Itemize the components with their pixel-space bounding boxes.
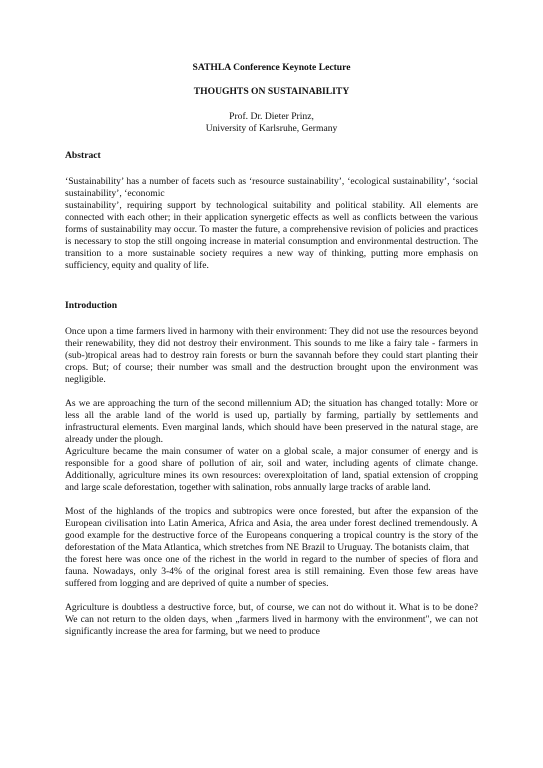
- author-affiliation: University of Karlsruhe, Germany: [205, 123, 338, 134]
- abstract-heading: Abstract: [65, 150, 101, 161]
- document-page: [65, 62, 478, 638]
- introduction-heading: Introduction: [65, 300, 118, 311]
- author-block: [65, 111, 478, 135]
- abstract-text-line2: sustainability’, requiring support by technological suitability and political stability. All elements are connected with each other; in their application synergetic effects as well as conflicts between the various forms of sustainability may occur. To master the future, a comprehensive revision of policies and practices is necessary to stop the still ongoing increase in material consumption and environmental destruction. The transition to a more sustainable society requires a new way of thinking, putting more emphasis on sufficiency, equity and quality of life.: [65, 200, 478, 271]
- author-name: Prof. Dr. Dieter Prinz,: [229, 111, 314, 122]
- intro-paragraph-5: Agriculture is doubtless a destructive force, but, of course, we can not do without it. What is to be done? We can not return to the olden days, when „farmers lived in harmony with the environment", we can not significantly increase the area for farming, but we need to produce: [65, 602, 478, 637]
- intro-paragraph-1: Once upon a time farmers lived in harmony with their environment: They did not use the resources beyond their renewability, they did not destroy their environment. This sounds to me like a fairy tale - farmers in (sub-)tropical areas had to destroy rain forests or burn the savannah before they could start planting their crops. But; of course; their number was small and the destruction brought upon the environment was negligible.: [65, 326, 478, 385]
- conference-title: SATHLA Conference Keynote Lecture: [192, 62, 351, 73]
- intro-paragraph-4-part2: the forest here was once one of the richest in the world in regard to the number of species of flora and fauna. Nowadays, only 3-4% of the original forest area is still remaining. Even those few areas have suffered from logging and are deprived of quite a number of species.: [65, 554, 478, 589]
- intro-paragraph-4: [65, 506, 478, 590]
- intro-paragraph-2: As we are approaching the turn of the second millennium AD; the situation has changed totally: More or less all the arable land of the world is used up, partially by farming, partially by settlements and infrastructural elements. Even marginal lands, which should have been preserved in the natural stage, are already under the plough.: [65, 398, 478, 445]
- paper-title: THOUGHTS ON SUSTAINABILITY: [193, 86, 350, 97]
- abstract-text-line1: ‘Sustainability’ has a number of facets such as ‘resource sustainability’, ‘ecological sustainability’, ‘social sustainability’, ‘economic: [65, 176, 478, 199]
- intro-paragraph-3: Agriculture became the main consumer of water on a global scale, a major consumer of energy and is responsible for a good share of pollution of air, soil and water, including agents of climate change. Additionally, agriculture mines its own resources: overexploitation of land, spatial extension of cropping and large scale deforestation, together with salination, robs annually large tracks of arable land.: [65, 446, 478, 493]
- intro-paragraph-4-part1: Most of the highlands of the tropics and subtropics were once forested, but after the expansion of the European civilisation into Latin America, Africa and Asia, the area under forest declined tremendously. A good example for the destructive force of the Europeans conquering a tropical country is the story of the deforestation of the Mata Atlantica, which stretches from NE Brazil to Uruguay. The botanists claim, that: [65, 506, 478, 553]
- abstract-paragraph: [65, 176, 478, 272]
